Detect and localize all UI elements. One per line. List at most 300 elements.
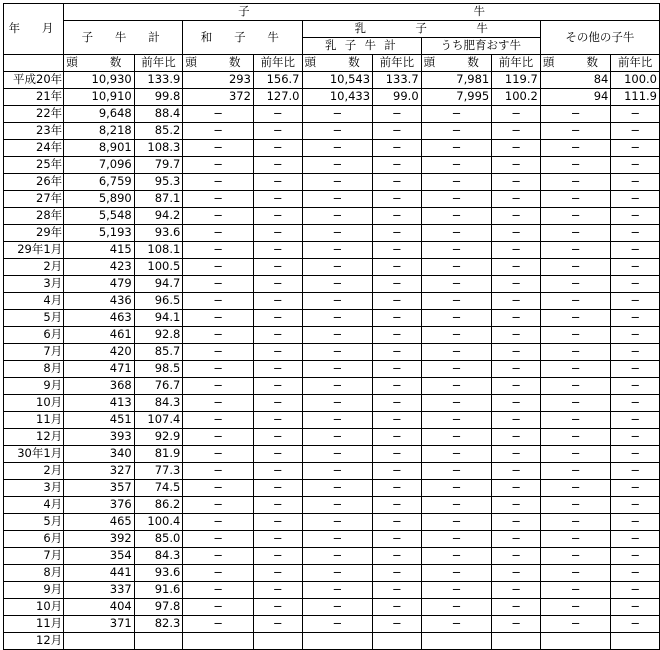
head-count-cell: −	[540, 616, 611, 633]
head-count-cell: −	[421, 531, 492, 548]
yoy-ratio-cell: −	[373, 140, 422, 157]
yoy-ratio-cell: −	[373, 429, 422, 446]
head-count-cell: −	[540, 344, 611, 361]
table-row	[4, 157, 660, 174]
head-count-cell	[540, 633, 611, 650]
head-count-cell: 5,193	[64, 225, 135, 242]
yoy-ratio-cell: −	[373, 412, 422, 429]
yoy-ratio-cell: −	[373, 344, 422, 361]
row-label: 4月	[4, 497, 64, 514]
head-count-cell: −	[421, 412, 492, 429]
yoy-ratio-cell: −	[611, 599, 660, 616]
table-row	[4, 140, 660, 157]
yoy-ratio-cell: −	[253, 225, 302, 242]
yoy-ratio-cell: 84.3	[134, 395, 183, 412]
head-count-cell: −	[540, 463, 611, 480]
head-count-cell: −	[302, 191, 373, 208]
table-row	[4, 174, 660, 191]
head-count-cell: −	[421, 344, 492, 361]
yoy-ratio-cell: −	[373, 463, 422, 480]
head-count-cell: 465	[64, 514, 135, 531]
calf-header-ko: 子	[238, 4, 250, 19]
head-count-cell: 441	[64, 565, 135, 582]
yoy-ratio-cell	[134, 633, 183, 650]
yoy-ratio-cell: −	[611, 276, 660, 293]
row-label: 7月	[4, 344, 64, 361]
yoy-ratio-cell: 108.1	[134, 242, 183, 259]
yoy-ratio-cell: −	[611, 395, 660, 412]
head-count-cell: 10,910	[64, 89, 135, 106]
head-count-cell: −	[183, 327, 254, 344]
head-count-cell: −	[421, 242, 492, 259]
yoy-ratio-cell: 100.5	[134, 259, 183, 276]
yoy-ratio-cell: −	[373, 276, 422, 293]
head-count-cell: −	[302, 327, 373, 344]
yoy-ratio-cell: −	[492, 514, 541, 531]
dairy-calf-total-header: 乳 子 牛 計	[302, 38, 421, 55]
head-count-cell: −	[421, 395, 492, 412]
head-count-cell: −	[183, 599, 254, 616]
yoy-ratio-cell: −	[373, 123, 422, 140]
subheader-head-count: 頭 数	[302, 55, 373, 72]
head-count-cell: −	[183, 412, 254, 429]
subheader-head-count: 頭 数	[421, 55, 492, 72]
head-count-cell: −	[421, 225, 492, 242]
yoy-ratio-cell: −	[373, 310, 422, 327]
row-label: 28年	[4, 208, 64, 225]
head-count-cell: 376	[64, 497, 135, 514]
yoy-ratio-cell: −	[611, 106, 660, 123]
yoy-ratio-cell: 85.0	[134, 531, 183, 548]
table-row	[4, 208, 660, 225]
head-count-cell: 451	[64, 412, 135, 429]
yoy-ratio-cell: −	[492, 565, 541, 582]
yoy-ratio-cell: 108.3	[134, 140, 183, 157]
table-row	[4, 361, 660, 378]
head-count-cell: −	[421, 463, 492, 480]
yoy-ratio-cell: −	[611, 565, 660, 582]
head-count-cell: −	[183, 157, 254, 174]
head-count-cell: −	[302, 395, 373, 412]
head-count-cell: −	[540, 582, 611, 599]
head-count-cell: −	[302, 548, 373, 565]
head-count-cell: 8,901	[64, 140, 135, 157]
head-count-cell: −	[421, 497, 492, 514]
table-row	[4, 497, 660, 514]
yoy-ratio-cell: 85.7	[134, 344, 183, 361]
table-row	[4, 582, 660, 599]
head-count-cell: 340	[64, 446, 135, 463]
yoy-ratio-cell: −	[611, 378, 660, 395]
yoy-ratio-cell: −	[253, 242, 302, 259]
head-count-cell: −	[183, 225, 254, 242]
yoy-ratio-cell: −	[492, 293, 541, 310]
yoy-ratio-cell	[611, 633, 660, 650]
head-count-cell: −	[421, 514, 492, 531]
row-label: 25年	[4, 157, 64, 174]
yoy-ratio-cell: −	[492, 225, 541, 242]
yoy-ratio-cell: −	[373, 395, 422, 412]
head-count-cell: −	[421, 140, 492, 157]
table-row	[4, 633, 660, 650]
yoy-ratio-cell: −	[611, 361, 660, 378]
row-label: 2月	[4, 259, 64, 276]
head-count-cell	[183, 633, 254, 650]
yoy-ratio-cell: −	[373, 174, 422, 191]
yoy-ratio-cell: −	[611, 225, 660, 242]
row-label: 8月	[4, 565, 64, 582]
head-count-cell: −	[183, 514, 254, 531]
subheader-head-count: 頭 数	[183, 55, 254, 72]
yoy-ratio-cell: −	[253, 497, 302, 514]
head-count-cell: 413	[64, 395, 135, 412]
yoy-ratio-cell: −	[373, 293, 422, 310]
yoy-ratio-cell: −	[253, 395, 302, 412]
row-label: 24年	[4, 140, 64, 157]
row-label: 10月	[4, 599, 64, 616]
table-body	[4, 72, 660, 650]
yoy-ratio-cell: −	[611, 463, 660, 480]
head-count-cell: −	[302, 480, 373, 497]
yoy-ratio-cell: −	[611, 497, 660, 514]
head-count-cell: −	[421, 157, 492, 174]
head-count-cell: −	[302, 157, 373, 174]
head-count-cell: −	[540, 531, 611, 548]
subheader-yoy: 前年比	[492, 55, 541, 72]
head-count-cell: −	[540, 259, 611, 276]
calf-header-gyu: 牛	[473, 4, 486, 19]
head-count-cell: −	[540, 514, 611, 531]
head-count-cell: −	[540, 242, 611, 259]
yoy-ratio-cell: 94.7	[134, 276, 183, 293]
yoy-ratio-cell: −	[373, 497, 422, 514]
head-count-cell: −	[540, 106, 611, 123]
head-count-cell: −	[540, 310, 611, 327]
yoy-ratio-cell: −	[253, 565, 302, 582]
row-label: 8月	[4, 361, 64, 378]
fattening-bull-header: うち肥育おす牛	[421, 38, 540, 55]
yoy-ratio-cell: −	[492, 327, 541, 344]
table-row	[4, 72, 660, 89]
yoy-ratio-cell: −	[492, 174, 541, 191]
head-count-cell: 471	[64, 361, 135, 378]
head-count-cell: −	[302, 123, 373, 140]
yoy-ratio-cell: −	[611, 293, 660, 310]
yoy-ratio-cell: −	[373, 616, 422, 633]
yoy-ratio-cell: −	[611, 191, 660, 208]
head-count-cell: −	[302, 463, 373, 480]
yoy-ratio-cell: −	[373, 446, 422, 463]
yoy-ratio-cell: −	[492, 106, 541, 123]
head-count-cell: −	[421, 361, 492, 378]
yoy-ratio-cell: −	[611, 412, 660, 429]
table-header	[4, 4, 660, 72]
head-count-cell: 461	[64, 327, 135, 344]
yoy-ratio-cell: −	[373, 157, 422, 174]
head-count-cell: 479	[64, 276, 135, 293]
table-row	[4, 531, 660, 548]
head-count-cell: −	[540, 599, 611, 616]
head-count-cell: −	[421, 446, 492, 463]
head-count-cell: −	[421, 310, 492, 327]
head-count-cell: 5,890	[64, 191, 135, 208]
yoy-ratio-cell: 107.4	[134, 412, 183, 429]
row-label: 29年1月	[4, 242, 64, 259]
row-label: 6月	[4, 531, 64, 548]
dairy-header-nyu: 乳	[354, 21, 366, 36]
yoy-ratio-cell: −	[611, 548, 660, 565]
row-label: 4月	[4, 293, 64, 310]
head-count-cell: −	[540, 140, 611, 157]
table-row	[4, 446, 660, 463]
yoy-ratio-cell: 84.3	[134, 548, 183, 565]
head-count-cell: 84	[540, 72, 611, 89]
head-count-cell: −	[421, 191, 492, 208]
head-count-cell: −	[302, 429, 373, 446]
yoy-ratio-cell: −	[492, 242, 541, 259]
head-count-cell: −	[540, 191, 611, 208]
head-count-cell	[64, 633, 135, 650]
yoy-ratio-cell: −	[611, 514, 660, 531]
head-count-cell: 6,759	[64, 174, 135, 191]
yoy-ratio-cell: −	[492, 310, 541, 327]
yoy-ratio-cell: −	[492, 446, 541, 463]
yoy-ratio-cell: −	[492, 582, 541, 599]
head-count-cell: −	[540, 480, 611, 497]
yoy-ratio-cell: −	[611, 310, 660, 327]
yoy-ratio-cell: 76.7	[134, 378, 183, 395]
head-count-cell: 9,648	[64, 106, 135, 123]
head-count-cell: −	[540, 497, 611, 514]
yoy-ratio-cell: −	[611, 174, 660, 191]
table-row	[4, 327, 660, 344]
yoy-ratio-cell: −	[611, 259, 660, 276]
yoy-ratio-cell: 98.5	[134, 361, 183, 378]
yoy-ratio-cell	[492, 633, 541, 650]
table-row	[4, 395, 660, 412]
yoy-ratio-cell: −	[373, 531, 422, 548]
head-count-cell: −	[540, 446, 611, 463]
head-count-cell: −	[302, 208, 373, 225]
yoy-ratio-cell: −	[611, 327, 660, 344]
yoy-ratio-cell: −	[253, 412, 302, 429]
yoy-ratio-cell: −	[253, 446, 302, 463]
calf-statistics-table	[3, 3, 660, 650]
yoy-ratio-cell	[373, 633, 422, 650]
row-label: 9月	[4, 378, 64, 395]
head-count-cell: 423	[64, 259, 135, 276]
head-count-cell: −	[302, 582, 373, 599]
yoy-ratio-cell: −	[611, 208, 660, 225]
head-count-cell: −	[183, 242, 254, 259]
subheader-blank	[4, 55, 64, 72]
row-label: 5月	[4, 310, 64, 327]
head-count-cell: 7,995	[421, 89, 492, 106]
head-count-cell: −	[540, 565, 611, 582]
table-row	[4, 259, 660, 276]
yoy-ratio-cell: −	[253, 531, 302, 548]
yoy-ratio-cell: −	[611, 140, 660, 157]
yoy-ratio-cell: −	[253, 106, 302, 123]
yoy-ratio-cell: 74.5	[134, 480, 183, 497]
yoy-ratio-cell: 81.9	[134, 446, 183, 463]
dairy-header-ko: 子	[415, 21, 427, 36]
head-count-cell	[302, 633, 373, 650]
head-count-cell: 354	[64, 548, 135, 565]
yoy-ratio-cell: −	[253, 157, 302, 174]
yoy-ratio-cell: −	[492, 395, 541, 412]
yoy-ratio-cell: −	[373, 582, 422, 599]
row-label: 2月	[4, 463, 64, 480]
row-label: 11月	[4, 412, 64, 429]
head-count-cell: −	[302, 344, 373, 361]
yoy-ratio-cell: −	[492, 208, 541, 225]
yoy-ratio-cell: 94.1	[134, 310, 183, 327]
head-count-cell: −	[421, 616, 492, 633]
row-label: 6月	[4, 327, 64, 344]
head-count-cell: −	[421, 599, 492, 616]
yoy-ratio-cell: 100.4	[134, 514, 183, 531]
head-count-cell: −	[183, 140, 254, 157]
head-count-cell: −	[421, 480, 492, 497]
yoy-ratio-cell: −	[611, 344, 660, 361]
yoy-ratio-cell: −	[492, 531, 541, 548]
yoy-ratio-cell: −	[253, 361, 302, 378]
head-count-cell: 368	[64, 378, 135, 395]
yoy-ratio-cell: −	[253, 463, 302, 480]
head-count-cell: −	[421, 548, 492, 565]
head-count-cell: 357	[64, 480, 135, 497]
head-count-cell: 293	[183, 72, 254, 89]
yoy-ratio-cell: 99.8	[134, 89, 183, 106]
yoy-ratio-cell: −	[492, 497, 541, 514]
yoy-ratio-cell: 133.7	[373, 72, 422, 89]
head-count-cell: −	[421, 174, 492, 191]
head-count-cell: −	[540, 276, 611, 293]
yoy-ratio-cell: −	[373, 208, 422, 225]
yoy-ratio-cell: 79.7	[134, 157, 183, 174]
head-count-cell: −	[421, 293, 492, 310]
head-count-cell: −	[302, 174, 373, 191]
yoy-ratio-cell: 85.2	[134, 123, 183, 140]
head-count-cell: 10,543	[302, 72, 373, 89]
yoy-ratio-cell: 127.0	[253, 89, 302, 106]
yoy-ratio-cell: −	[611, 531, 660, 548]
calf-group-header	[64, 4, 660, 21]
head-count-cell: 5,548	[64, 208, 135, 225]
yoy-ratio-cell: −	[253, 208, 302, 225]
head-count-cell: −	[302, 310, 373, 327]
yoy-ratio-cell: −	[611, 242, 660, 259]
yoy-ratio-cell: −	[373, 327, 422, 344]
head-count-cell: 420	[64, 344, 135, 361]
head-count-cell: −	[302, 616, 373, 633]
yoy-ratio-cell: 91.6	[134, 582, 183, 599]
yoy-ratio-cell: −	[253, 429, 302, 446]
yoy-ratio-cell: −	[492, 140, 541, 157]
yoy-ratio-cell: −	[253, 582, 302, 599]
table-row	[4, 429, 660, 446]
yoy-ratio-cell: −	[253, 327, 302, 344]
table-row	[4, 242, 660, 259]
yoy-ratio-cell: −	[373, 361, 422, 378]
yoy-ratio-cell: −	[492, 463, 541, 480]
head-count-cell: −	[540, 548, 611, 565]
subheader-row	[4, 55, 660, 72]
yoy-ratio-cell: 100.2	[492, 89, 541, 106]
head-count-cell: −	[540, 361, 611, 378]
yoy-ratio-cell: −	[492, 616, 541, 633]
head-count-cell: −	[302, 242, 373, 259]
head-count-cell: −	[540, 157, 611, 174]
head-count-cell: −	[421, 276, 492, 293]
row-label: 10月	[4, 395, 64, 412]
table-row	[4, 310, 660, 327]
row-label: 7月	[4, 548, 64, 565]
head-count-cell: 371	[64, 616, 135, 633]
yoy-ratio-cell: 92.9	[134, 429, 183, 446]
row-label: 12月	[4, 633, 64, 650]
head-count-cell: −	[183, 548, 254, 565]
row-label: 26年	[4, 174, 64, 191]
table-row	[4, 123, 660, 140]
dairy-calf-group-header	[302, 21, 540, 38]
subheader-yoy: 前年比	[373, 55, 422, 72]
head-count-cell: −	[540, 327, 611, 344]
head-count-cell: −	[302, 531, 373, 548]
head-count-cell: −	[183, 429, 254, 446]
yoy-ratio-cell: −	[611, 616, 660, 633]
table-row	[4, 565, 660, 582]
yoy-ratio-cell: −	[253, 259, 302, 276]
head-count-cell: −	[183, 293, 254, 310]
head-count-cell: 404	[64, 599, 135, 616]
head-count-cell: 463	[64, 310, 135, 327]
head-count-cell: 372	[183, 89, 254, 106]
head-count-cell: −	[302, 293, 373, 310]
head-count-cell: −	[302, 106, 373, 123]
head-count-cell: −	[183, 310, 254, 327]
yoy-ratio-cell: 92.8	[134, 327, 183, 344]
yoy-ratio-cell: −	[492, 157, 541, 174]
head-count-cell: −	[540, 293, 611, 310]
head-count-cell: −	[183, 531, 254, 548]
head-count-cell: −	[421, 106, 492, 123]
head-count-cell: −	[302, 225, 373, 242]
table-row	[4, 463, 660, 480]
yoy-ratio-cell: −	[253, 276, 302, 293]
head-count-cell: −	[540, 395, 611, 412]
head-count-cell: −	[302, 412, 373, 429]
head-count-cell: 436	[64, 293, 135, 310]
head-count-cell: −	[302, 446, 373, 463]
yoy-ratio-cell	[253, 633, 302, 650]
head-count-cell: −	[302, 361, 373, 378]
head-count-cell: −	[421, 259, 492, 276]
yoy-ratio-cell: 87.1	[134, 191, 183, 208]
row-label: 11月	[4, 616, 64, 633]
yoy-ratio-cell: −	[611, 123, 660, 140]
head-count-cell: −	[302, 378, 373, 395]
yoy-ratio-cell: −	[492, 378, 541, 395]
head-count-cell: −	[421, 208, 492, 225]
yoy-ratio-cell: −	[611, 446, 660, 463]
row-label: 29年	[4, 225, 64, 242]
yoy-ratio-cell: 156.7	[253, 72, 302, 89]
head-count-cell: 7,981	[421, 72, 492, 89]
yoy-ratio-cell: −	[611, 480, 660, 497]
yoy-ratio-cell: −	[253, 123, 302, 140]
